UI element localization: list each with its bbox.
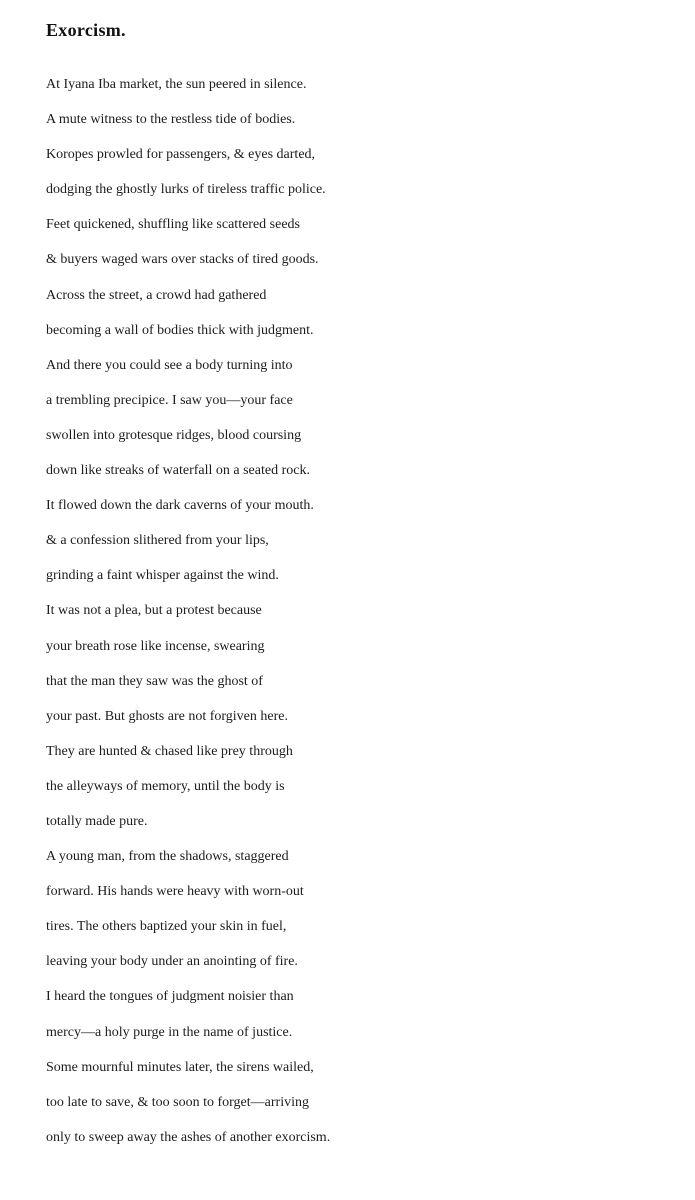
poem-line: mercy—a holy purge in the name of justice. (46, 1024, 293, 1040)
poem-line: your past. But ghosts are not forgiven here. (46, 708, 288, 724)
poem-line: your breath rose like incense, swearing (46, 638, 265, 654)
poem-line: A young man, from the shadows, staggered (46, 849, 289, 865)
poem-line: a trembling precipice. I saw you—your face (46, 392, 293, 408)
poem-line: They are hunted & chased like prey through (46, 743, 293, 759)
poem-line: swollen into grotesque ridges, blood coursing (46, 427, 302, 443)
poem-line: It flowed down the dark caverns of your mouth. (46, 498, 314, 514)
poem-line: Some mournful minutes later, the sirens wailed, (46, 1059, 314, 1075)
poem-line: down like streaks of waterfall on a seated rock. (46, 463, 310, 479)
poem-line: & a confession slithered from your lips, (46, 533, 269, 549)
poem-line: becoming a wall of bodies thick with judgment. (46, 322, 314, 338)
poem-line: the alleyways of memory, until the body is (46, 778, 285, 794)
poem-line: Across the street, a crowd had gathered (46, 287, 267, 303)
poem-line: forward. His hands were heavy with worn-out (46, 884, 304, 900)
poem-title: Exorcism. (46, 20, 126, 40)
poem-line: grinding a faint whisper against the wind. (46, 568, 279, 584)
poem-line: too late to save, & too soon to forget—arriving (46, 1094, 309, 1110)
poem-line: Koropes prowled for passengers, & eyes darted, (46, 147, 316, 163)
poem-line: A mute witness to the restless tide of bodies. (46, 112, 296, 128)
poem-line: & buyers waged wars over stacks of tired goods. (46, 252, 319, 268)
poem-line: Feet quickened, shuffling like scattered seeds (46, 217, 300, 233)
poem-line: leaving your body under an anointing of fire. (46, 954, 298, 970)
poem-line: only to sweep away the ashes of another exorcism. (46, 1129, 331, 1145)
poem-line: tires. The others baptized your skin in fuel, (46, 919, 287, 935)
poem-line: It was not a plea, but a protest because (46, 603, 262, 619)
poem-line: that the man they saw was the ghost of (46, 673, 263, 689)
poem-line: At Iyana Iba market, the sun peered in silence. (46, 77, 307, 92)
poem-line: dodging the ghostly lurks of tireless traffic police. (46, 182, 326, 198)
poem-line: totally made pure. (46, 813, 148, 829)
poem-body (46, 72, 666, 1160)
poem-line: And there you could see a body turning into (46, 357, 293, 373)
poem-line: I heard the tongues of judgment noisier than (46, 989, 294, 1005)
